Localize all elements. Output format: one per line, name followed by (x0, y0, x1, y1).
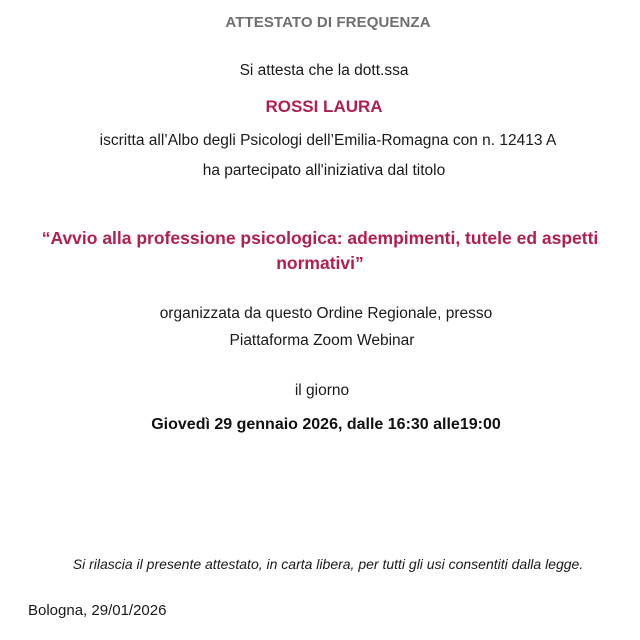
organizer-text: organizzata da questo Ordine Regionale, presso (159, 305, 493, 322)
participant-name: ROSSI LAURA (265, 97, 383, 116)
certificate-heading: ATTESTATO DI FREQUENZA (225, 14, 431, 31)
event-datetime: Giovedì 29 gennaio 2026, dalle 16:30 alle19:00 (151, 416, 501, 433)
participation-text: ha partecipato all'iniziativa dal titolo (202, 162, 446, 179)
legal-disclaimer: Si rilascia il presente attestato, in carta libera, per tutti gli usi consentiti dalla legge. (72, 556, 584, 572)
intro-text: Si attesta che la dott.ssa (239, 62, 409, 79)
place-and-date: Bologna, 29/01/2026 (28, 602, 167, 619)
event-venue: Piattaforma Zoom Webinar (229, 332, 415, 349)
registry-info: iscritta all’Albo degli Psicologi dell’Emilia-Romagna con n. 12413 A (99, 132, 557, 149)
event-title: “Avvio alla professione psicologica: adempimenti, tutele ed aspetti normativi” (41, 228, 599, 273)
day-label: il giorno (294, 382, 350, 399)
